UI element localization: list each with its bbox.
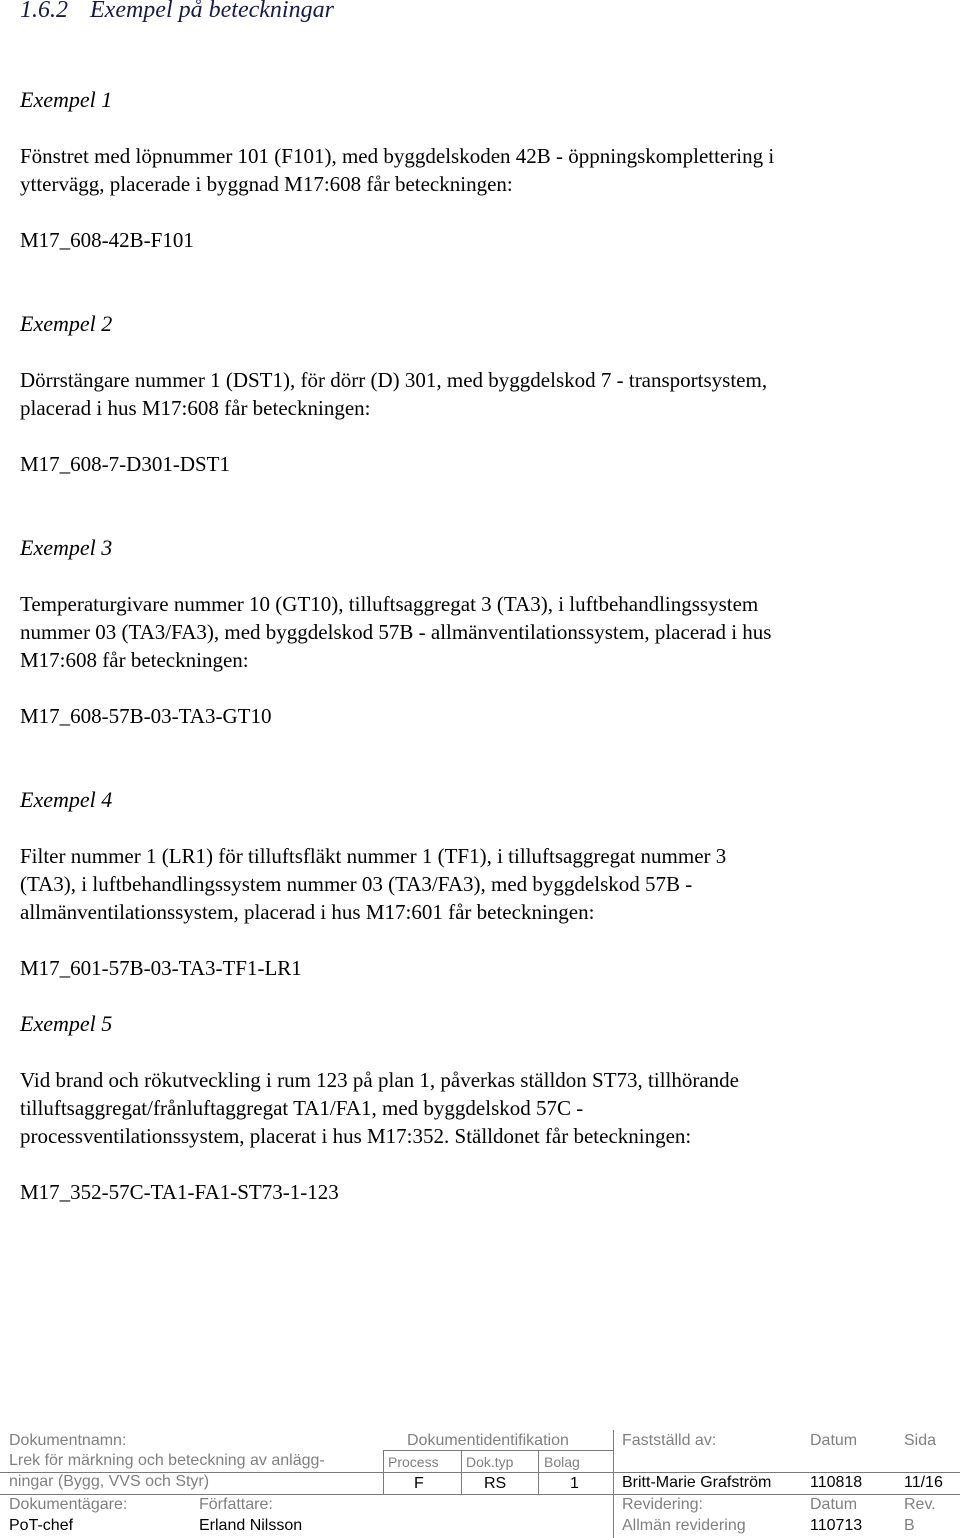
example-4-text: Filter nummer 1 (LR1) för tilluftsfläkt nummer 1 (TF1), i tilluftsaggregat nummer 3 (TA3), i luftbehandlingssystem nummer 03 (TA3/FA3), med byggdelskod 57B - allmänventilationssystem, placerad i hus M17:601 får beteckningen: bbox=[20, 844, 727, 924]
page-value: 11/16 bbox=[904, 1474, 943, 1491]
owner-value: PoT-chef bbox=[9, 1517, 74, 1534]
footer-divider bbox=[383, 1450, 384, 1494]
owner-label: Dokumentägare: bbox=[9, 1496, 128, 1513]
example-1-title: Exempel 1 bbox=[20, 87, 113, 112]
doc-name-value-line2: ningar (Bygg, VVS och Styr) bbox=[9, 1473, 210, 1490]
rev-date-value: 110713 bbox=[810, 1517, 863, 1534]
example-3-code: M17_608-57B-03-TA3-GT10 bbox=[20, 704, 272, 728]
doc-name-value-line1: Lrek för märkning och beteckning av anlägg- bbox=[9, 1452, 325, 1469]
doc-id-label: Dokumentidentifikation bbox=[407, 1432, 569, 1449]
bolag-value: 1 bbox=[570, 1475, 579, 1492]
approved-by-value: Britt-Marie Grafström bbox=[622, 1474, 772, 1491]
date-label: Datum bbox=[810, 1432, 858, 1449]
example-5-code: M17_352-57C-TA1-FA1-ST73-1-123 bbox=[20, 1180, 339, 1204]
example-2-code: M17_608-7-D301-DST1 bbox=[20, 452, 230, 476]
footer-divider bbox=[613, 1430, 614, 1538]
footer-divider bbox=[383, 1450, 613, 1451]
example-2-text: Dörrstängare nummer 1 (DST1), för dörr (D) 301, med byggdelskod 7 - transportsystem, placerad i hus M17:608 får beteckningen: bbox=[20, 368, 768, 420]
section-number: 1.6.2 bbox=[20, 0, 68, 23]
author-value: Erland Nilsson bbox=[199, 1517, 303, 1534]
example-1-text: Fönstret med löpnummer 101 (F101), med byggdelskoden 42B - öppningskomplettering i yttervägg, placerade i byggnad M17:608 får beteckningen: bbox=[20, 144, 775, 196]
section-title: Exempel på beteckningar bbox=[90, 0, 334, 23]
revision-value: Allmän revidering bbox=[622, 1517, 746, 1534]
rev-date-label: Datum bbox=[810, 1496, 858, 1513]
doc-name-label: Dokumentnamn: bbox=[9, 1432, 127, 1449]
approved-by-label: Fastställd av: bbox=[622, 1432, 717, 1449]
section-heading bbox=[20, 0, 356, 24]
revision-label: Revidering: bbox=[622, 1496, 703, 1513]
date-value: 110818 bbox=[810, 1474, 863, 1491]
example-4-title: Exempel 4 bbox=[20, 787, 113, 812]
page-label: Sida bbox=[904, 1432, 937, 1449]
rev-value: B bbox=[904, 1517, 915, 1534]
bolag-label: Bolag bbox=[544, 1454, 580, 1470]
example-1-code: M17_608-42B-F101 bbox=[20, 228, 194, 252]
document-footer bbox=[0, 1430, 960, 1538]
example-3-title: Exempel 3 bbox=[20, 535, 113, 560]
example-5-title: Exempel 5 bbox=[20, 1011, 113, 1036]
process-label: Process bbox=[388, 1454, 439, 1470]
doktyp-value: RS bbox=[484, 1475, 507, 1492]
author-label: Författare: bbox=[199, 1496, 273, 1513]
example-5-text: Vid brand och rökutveckling i rum 123 på plan 1, påverkas ställdon ST73, tillhörande tilluftsaggregat/frånluftaggregat TA1/FA1, med byggdelskod 57C - processventilationssystem, placerat i hus M17:352. Ställdonet får beteckningen: bbox=[20, 1068, 740, 1148]
footer-divider bbox=[0, 1494, 960, 1495]
doktyp-label: Dok.typ bbox=[466, 1454, 514, 1470]
footer-divider bbox=[538, 1450, 539, 1494]
footer-divider bbox=[461, 1450, 462, 1494]
example-2-title: Exempel 2 bbox=[20, 311, 113, 336]
example-4-code: M17_601-57B-03-TA3-TF1-LR1 bbox=[20, 956, 302, 980]
process-value: F bbox=[414, 1475, 424, 1492]
rev-label: Rev. bbox=[904, 1496, 936, 1513]
example-3-text: Temperaturgivare nummer 10 (GT10), tilluftsaggregat 3 (TA3), i luftbehandlingssystem nummer 03 (TA3/FA3), med byggdelskod 57B - allmänventilationssystem, placerad i hus M17:608 får beteckningen: bbox=[20, 592, 772, 672]
